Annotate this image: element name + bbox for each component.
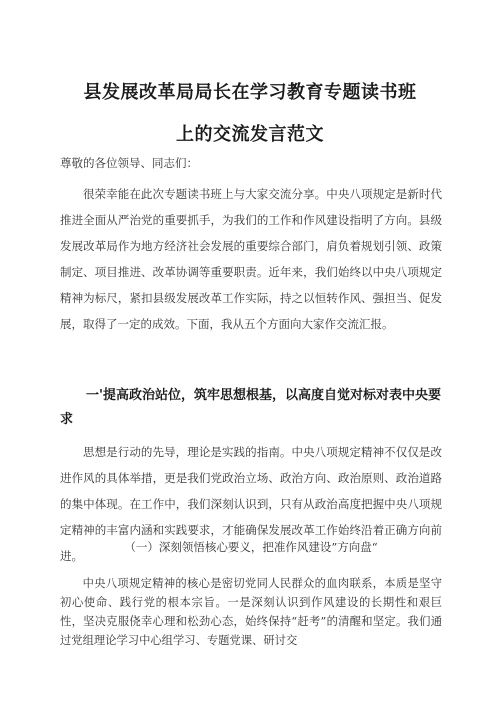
greeting: 尊敬的各位领导、同志们： xyxy=(60,156,198,170)
paragraph-section-1: 思想是行动的先导，理论是实践的指南。中央八项规定精神不仅仅是改进作风的具体举措，更是我们党政治立场、政治方向、政治原则、政治道路的集中体现。在工作中，我们深刻认识到，只有从政治高度把握中央八项规定精神的丰富内涵和实践要求，才能确保发展改革工作始终沿着正确方向前进。 xyxy=(60,445,442,563)
paragraph-subsection-1: 中央八项规定精神的核心是密切党同人民群众的血肉联系，本质是坚守初心使命、践行党的根本宗旨。一是深刻认识到作风建设的长期性和艰巨性，坚决克服侥幸心理和松劲心态，始终保持“赶考”的清醒和坚定。我们通过党组理论学习中心组学习、专题党课、研讨交 xyxy=(60,577,442,647)
paragraph-intro: 很荣幸能在此次专题读书班上与大家交流分享。中央八项规定是新时代推进全面从严治党的重要抓手，为我们的工作和作风建设指明了方向。县级发展改革局作为地方经济社会发展的重要综合部门，肩负着规划引领、政策制定、项目推进、改革协调等重要职责。近年来，我们始终以中央八项规定精神为标尺，紧扣县级发展改革工作实际，持之以恒转作风、强担当、促发展，取得了一定的成效。下面，我从五个方面向大家作交流汇报。 xyxy=(60,187,442,331)
document-title-line-2: 上的交流发言范文 xyxy=(176,124,324,145)
document-title-line-1: 县发展改革局局长在学习教育专题读书班 xyxy=(83,82,417,103)
subsection-heading-1: （一）深刻领悟核心要义，把准作风建设”方向盘“ xyxy=(124,540,378,554)
section-heading-1: 一'提高政治站位，筑牢思想根基，以高度自觉对标对表中央要求 xyxy=(60,388,441,427)
